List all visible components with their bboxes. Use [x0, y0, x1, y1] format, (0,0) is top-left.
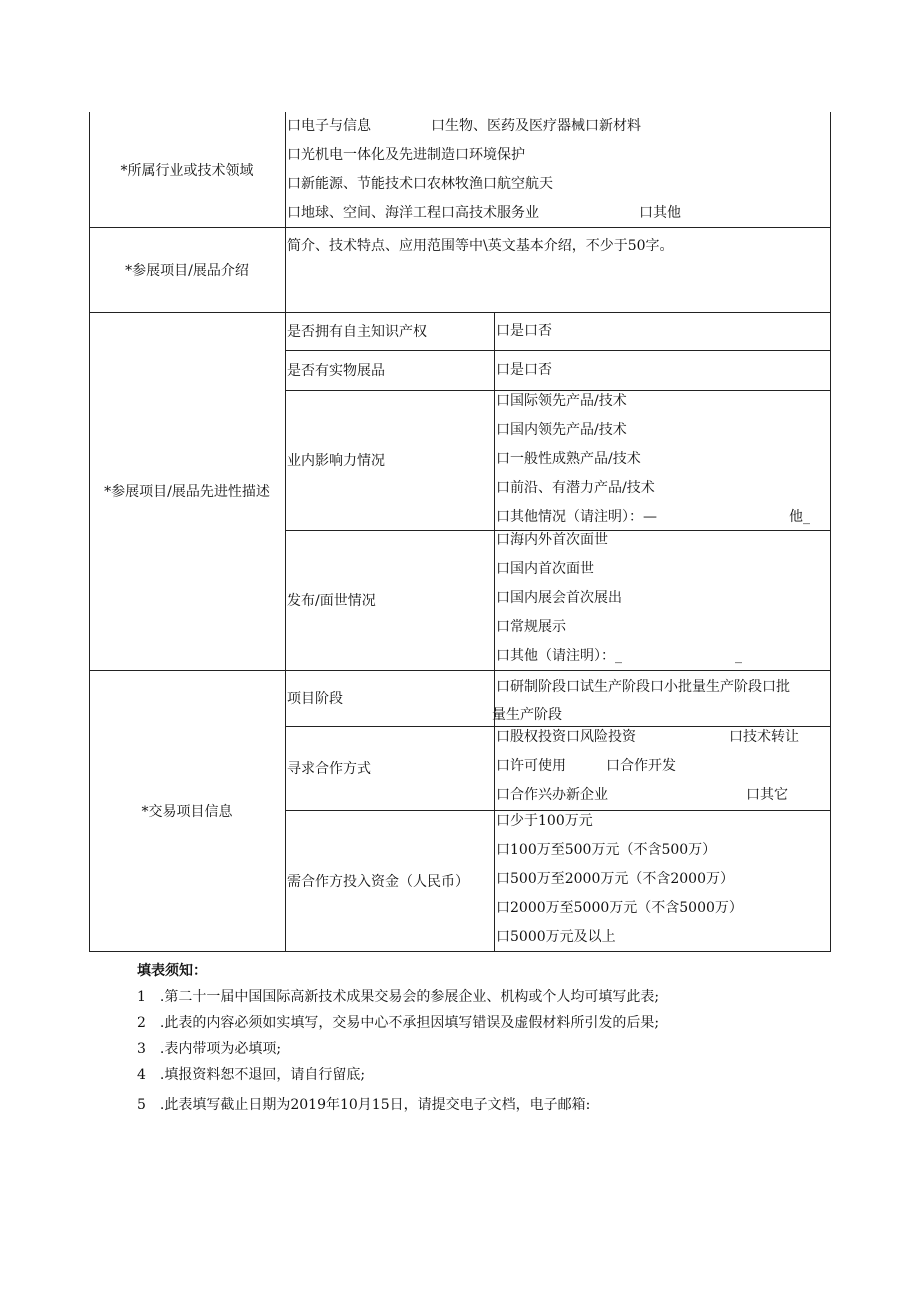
industry-option-other[interactable]: 口其他 [639, 205, 681, 221]
ip-label-text: 是否拥有自主知识产权 [287, 324, 427, 340]
coop-option-joint-venture[interactable]: 口合作兴办新企业 [496, 787, 608, 803]
stage-options-line2: 量生产阶段 [492, 707, 562, 723]
notes-title: 填表须知： [137, 963, 207, 979]
table-border-bottom [89, 951, 831, 952]
industry-option-bio-materials[interactable]: 口生物、医药及医疗器械口新材料 [431, 118, 641, 134]
industry-label-text: *所属行业或技术领域 [120, 162, 254, 179]
intro-hint-text[interactable]: 简介、技术特点、应用范围等中\英文基本介绍，不少于50字。 [287, 238, 674, 254]
note-item-2: 2 .此表的内容必须如实填写，交易中心不承担因填写错误及虚假材料所引发的后果; [137, 1015, 660, 1031]
industry-label [89, 112, 285, 227]
advanced-label-text: *参展项目/展品先进性描述 [104, 484, 270, 500]
release-option-domestic-first[interactable]: 口国内首次面世 [496, 561, 594, 577]
coop-label-text: 寻求合作方式 [287, 761, 371, 777]
physical-label-text: 是否有实物展品 [287, 363, 385, 379]
fund-option-500-2000[interactable]: 口500万至2000万元（不含2000万） [496, 871, 734, 887]
coop-option-license[interactable]: 口许可使用 [496, 758, 566, 774]
influence-other-tail: 他_ [789, 509, 810, 525]
industry-option-energy-agri-aero[interactable]: 口新能源、节能技术口农林牧渔口航空航天 [287, 176, 553, 192]
influence-label [285, 390, 494, 530]
physical-options[interactable]: 口是口否 [496, 362, 552, 378]
influence-option-intl-leading[interactable]: 口国际领先产品/技术 [496, 393, 627, 409]
ip-options[interactable]: 口是口否 [496, 323, 552, 339]
release-label-text: 发布/面世情况 [287, 593, 376, 609]
release-other-tail: _ [735, 648, 742, 664]
influence-option-frontier[interactable]: 口前沿、有潜力产品/技术 [496, 480, 655, 496]
fund-option-100-500[interactable]: 口100万至500万元（不含500万） [496, 842, 717, 858]
fund-label-text: 需合作方投入资金（人民币） [287, 873, 469, 890]
release-option-regular[interactable]: 口常规展示 [496, 619, 566, 635]
note-item-1: 1 .第二十一届中国国际高新技术成果交易会的参展企业、机构或个人均可填写此表; [137, 989, 660, 1005]
release-label [285, 530, 494, 670]
stage-label [285, 670, 494, 726]
stage-label-text: 项目阶段 [287, 691, 343, 707]
fund-label [285, 810, 494, 951]
influence-option-domestic-leading[interactable]: 口国内领先产品/技术 [496, 422, 627, 438]
table-border-right [830, 112, 831, 952]
stage-options-line1[interactable]: 口研制阶段口试生产阶段口小批量生产阶段口批 [496, 679, 790, 695]
coop-option-joint-dev[interactable]: 口合作开发 [606, 758, 676, 774]
ip-label [285, 312, 494, 350]
note-item-3: 3 .表内带项为必填项; [137, 1041, 282, 1057]
fund-option-over-5000[interactable]: 口5000万元及以上 [496, 929, 616, 945]
physical-label [285, 350, 494, 390]
trade-label-text: *交易项目信息 [141, 803, 233, 820]
industry-option-optomech-env[interactable]: 口光机电一体化及先进制造口环境保护 [287, 147, 525, 163]
note-item-5: 5 .此表填写截止日期为2019年10月15日，请提交电子文档，电子邮箱: [137, 1097, 591, 1113]
coop-label [285, 726, 494, 810]
influence-label-text: 业内影响力情况 [287, 453, 385, 469]
note-item-4: 4 .填报资料恕不退回，请自行留底; [137, 1067, 366, 1083]
release-option-global-first[interactable]: 口海内外首次面世 [496, 532, 608, 548]
coop-option-other[interactable]: 口其它 [746, 787, 788, 803]
influence-option-mature[interactable]: 口一般性成熟产品/技术 [496, 451, 641, 467]
intro-label [89, 227, 285, 312]
fund-option-2000-5000[interactable]: 口2000万至5000万元（不含5000万） [496, 900, 743, 916]
intro-label-text: *参展项目/展品介绍 [125, 262, 249, 279]
trade-label [89, 670, 285, 951]
fund-option-under-100[interactable]: 口少于100万元 [496, 813, 593, 829]
influence-option-other[interactable]: 口其他情况（请注明）：— [496, 509, 657, 525]
release-option-expo-first[interactable]: 口国内展会首次展出 [496, 590, 622, 606]
coop-option-equity-venture[interactable]: 口股权投资口风险投资 [496, 729, 636, 745]
table-divider-col2 [494, 312, 495, 952]
industry-option-earth-hitech[interactable]: 口地球、空间、海洋工程口高技术服务业 [287, 205, 539, 221]
coop-option-tech-transfer[interactable]: 口技术转让 [729, 729, 799, 745]
form-table [89, 112, 831, 952]
advanced-label [89, 312, 285, 670]
industry-option-electronics[interactable]: 口电子与信息 [287, 118, 371, 134]
release-option-other[interactable]: 口其他（请注明）：_ [496, 648, 622, 664]
